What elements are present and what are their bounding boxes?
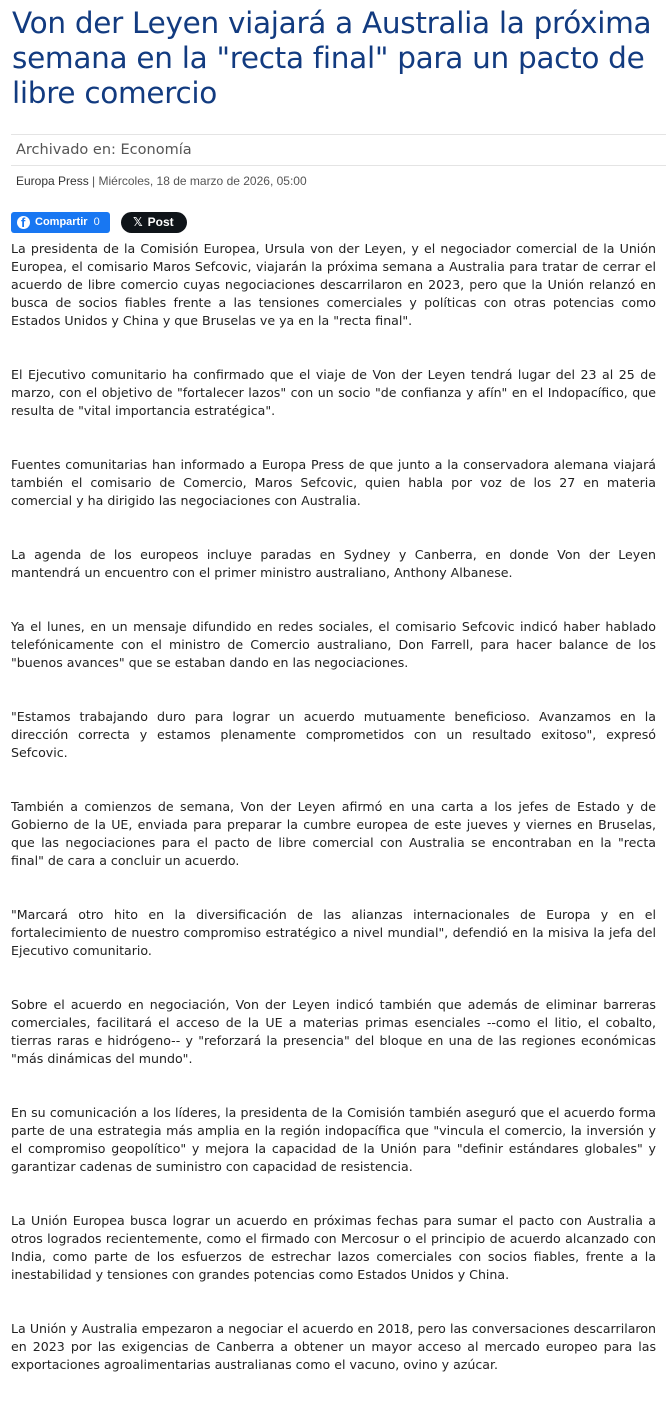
archive-label: Archivado en: [16,142,116,158]
article-paragraph: La Unión y Australia empezaron a negociar el acuerdo en 2018, pero las conversaciones descarrilaron en 2023 por las exigencias de Canberra a obtener un mayor acceso al mercado europeo para las exportaciones agroalimentarias australianas como el vacuno, ovino y azúcar. [11,1321,656,1372]
article-paragraph: "Estamos trabajando duro para lograr un acuerdo mutuamente beneficioso. Avanzamos en la dirección correcta y estamos plenamente comprometidos con un resultado exitoso", expresó Sefcovic. [11,709,656,760]
article-source: Europa Press [16,174,89,188]
article-meta [16,174,307,188]
article-body [11,240,656,1410]
article-date: Miércoles, 18 de marzo de 2026, 05:00 [98,174,307,188]
article-paragraph: En su comunicación a los líderes, la presidenta de la Comisión también aseguró que el acuerdo forma parte de una estrategia más amplia en la región indopacífica que "vincula el comercio, la inversión y el compromiso geopolítico" y mejora la capacidad de la Unión para "definir estándares globales" y garantizar cadenas de suministro con capacidad de resistencia. [11,1105,656,1174]
facebook-share-button[interactable] [11,212,110,233]
article-paragraph: "Marcará otro hito en la diversificación de las alianzas internacionales de Europa y en el fortalecimiento de nuestro compromiso estratégico a nivel mundial", defendió en la misiva la jefa del Ejecutivo comunitario. [11,907,656,958]
archive-bar [11,134,666,166]
article-paragraph: Fuentes comunitarias han informado a Europa Press de que junto a la conservadora alemana viajará también el comisario de Comercio, Maros Sefcovic, quien habla por voz de los 27 en materia comercial y ha dirigido las negociaciones con Australia. [11,457,656,508]
article-paragraph: El Ejecutivo comunitario ha confirmado que el viaje de Von der Leyen tendrá lugar del 23 al 25 de marzo, con el objetivo de "fortalecer lazos" con un socio "de confianza y afín" en el Indopacífico, que resulta de "vital importancia estratégica". [11,367,656,418]
facebook-share-count: 0 [93,216,100,228]
article-paragraph: Ya el lunes, en un mensaje difundido en redes sociales, el comisario Sefcovic indicó haber hablado telefónicamente con el ministro de Comercio australiano, Don Farrell, para hacer balance de los "buenos avances" que se estaban dando en las negociaciones. [11,619,656,670]
article-paragraph: La agenda de los europeos incluye paradas en Sydney y Canberra, en donde Von der Leyen mantendrá un encuentro con el primer ministro australiano, Anthony Albanese. [11,547,656,580]
x-post-button[interactable] [121,212,187,233]
x-post-label: Post [147,215,174,229]
x-logo-icon: 𝕏 [133,215,143,229]
article-title: Von der Leyen viajará a Australia la próxima semana en la "recta final" para un pacto de libre comercio [12,6,652,110]
article-paragraph: Sobre el acuerdo en negociación, Von der Leyen indicó también que además de eliminar barreras comerciales, facilitará el acceso de la UE a materias primas esenciales --como el litio, el cobalto, tierras raras e hidrógeno-- y "reforzará la presencia" del bloque en una de las regiones económicas "más dinámicas del mundo". [11,997,656,1066]
article-paragraph: La Unión Europea busca lograr un acuerdo en próximas fechas para sumar el pacto con Australia a otros logrados recientemente, como el firmado con Mercosur o el principio de acuerdo alcanzado con India, como parte de los esfuerzos de estrechar lazos comerciales con socios fiables, frente a la inestabilidad y tensiones con grandes potencias como Estados Unidos y China. [11,1213,656,1282]
article-paragraph: También a comienzos de semana, Von der Leyen afirmó en una carta a los jefes de Estado y de Gobierno de la UE, enviada para preparar la cumbre europea de este jueves y viernes en Bruselas, que las negociaciones para el pacto de libre comercial con Australia se encontraban en la "recta final" de cara a concluir un acuerdo. [11,799,656,868]
facebook-icon [17,216,30,229]
meta-separator: | [92,174,96,188]
archive-category-link[interactable]: Economía [120,142,192,158]
facebook-share-label: Compartir [35,216,88,228]
article-paragraph: La presidenta de la Comisión Europea, Ursula von der Leyen, y el negociador comercial de la Unión Europea, el comisario Maros Sefcovic, viajarán la próxima semana a Australia para tratar de cerrar el acuerdo de libre comercio cuyas negociaciones descarrilaron en 2023, pero que la Unión relanzó en busca de socios fiables frente a las tensiones comerciales y políticas con otras potencias como Estados Unidos y China y que Bruselas ve ya en la "recta final". [11,241,656,328]
